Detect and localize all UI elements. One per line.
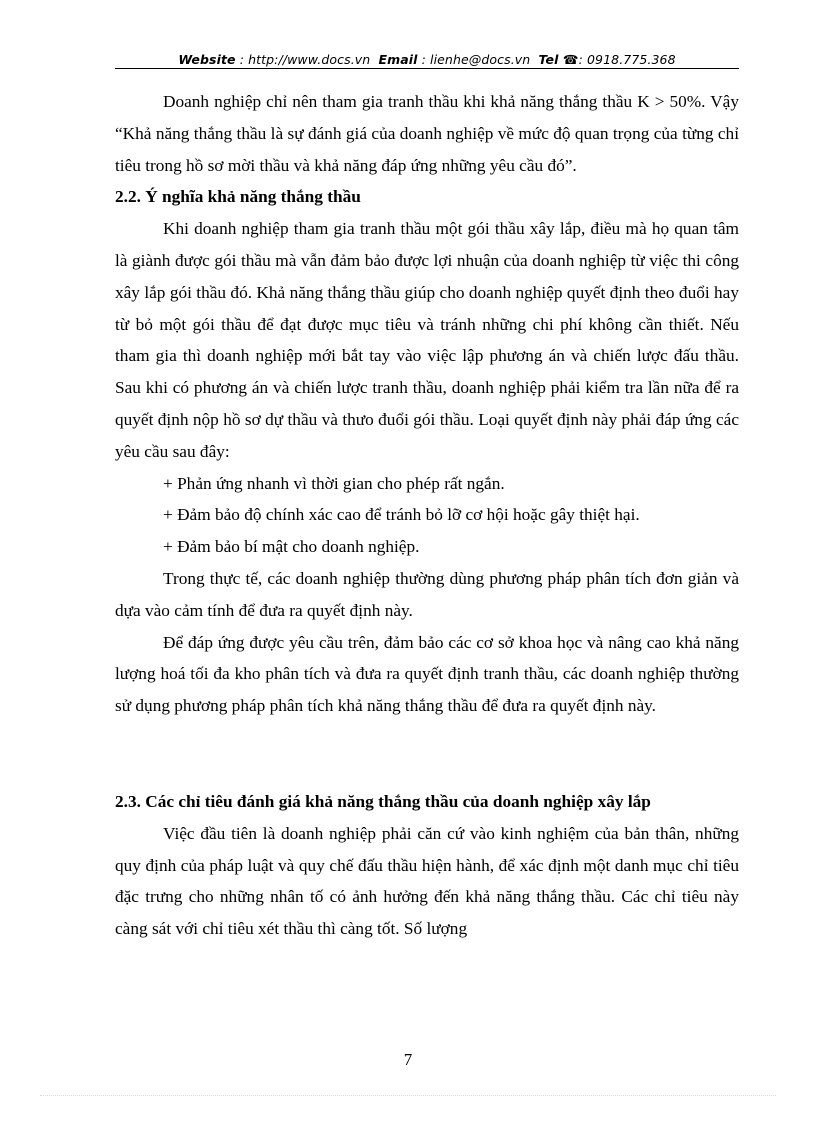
heading-2-2: 2.2. Ý nghĩa khả năng thắng thầu [115,187,361,207]
tel-value: : 0918.775.368 [578,52,676,67]
bullet-item: + Phản ứng nhanh vì thời gian cho phép rất ngắn. [163,473,505,493]
email-label: Email [378,52,418,67]
page-content [115,86,739,945]
page-number: 7 [403,1050,413,1069]
paragraph-1: Doanh nghiệp chỉ nên tham gia tranh thầu khi khả năng thắng thầu K > 50%. Vậy “Khả năng thắng thầu là sự đánh giá của doanh nghiệp về mức độ quan trọng của từng chỉ tiêu trong hồ sơ mời thầu và khả năng đáp ứng những yêu cầu đó”. [115,92,739,175]
heading-2-3: 2.3. Các chỉ tiêu đánh giá khả năng thắng thầu của doanh nghiệp xây lắp [115,791,651,811]
paragraph-4: Để đáp ứng được yêu cầu trên, đảm bảo các cơ sở khoa học và nâng cao khả năng lượng hoá tối đa kho phân tích và đưa ra quyết định tranh thầu, các doanh nghiệp thường sử dụng phương pháp phân tích khả năng thắng thầu để đưa ra quyết định này. [115,632,739,716]
paragraph-5: Việc đầu tiên là doanh nghiệp phải căn cứ vào kinh nghiệm của bản thân, những quy định của pháp luật và quy chế đấu thầu hiện hành, để xác định một danh mục chỉ tiêu đặc trưng cho những nhân tố có ảnh hưởng đến khả năng thắng thầu. Các chỉ tiêu này càng sát với chỉ tiêu xét thầu thì càng tốt. Số lượng [115,823,739,939]
header-rule [115,68,739,69]
section-spacer [115,722,739,786]
paragraph-3: Trong thực tế, các doanh nghiệp thường dùng phương pháp phân tích đơn giản và dựa vào cảm tính để đưa ra quyết định này. [115,568,739,620]
page-bottom-border [40,1095,776,1096]
tel-label: Tel ☎ [538,52,579,67]
website-label: Website [178,52,236,67]
bullet-item: + Đảm bảo bí mật cho doanh nghiệp. [163,537,420,557]
bullet-item: + Đảm bảo độ chính xác cao để tránh bỏ lỡ cơ hội hoặc gây thiệt hại. [163,505,640,525]
website-value: : http://www.docs.vn [239,52,371,67]
email-value: : lienhe@docs.vn [421,52,531,67]
page-header [115,52,739,67]
paragraph-2: Khi doanh nghiệp tham gia tranh thầu một gói thầu xây lắp, điều mà họ quan tâm là giành được gói thầu mà vẫn đảm bảo được lợi nhuận của doanh nghiệp từ việc thi công xây lắp gói thầu đó. Khả năng thắng thầu giúp cho doanh nghiệp quyết định theo đuổi hay từ bỏ một gói thầu để đạt được mục tiêu và tránh những chi phí không cần thiết. Nếu tham gia thì doanh nghiệp mới bắt tay vào việc lập phương án và chiến lược đấu thầu. Sau khi có phương án và chiến lược tranh thầu, doanh nghiệp phải kiểm tra lần nữa để ra quyết định nộp hồ sơ dự thầu và thưo đuổi gói thầu. Loại quyết định này phải đáp ứng các yêu cầu sau đây: [115,219,739,461]
